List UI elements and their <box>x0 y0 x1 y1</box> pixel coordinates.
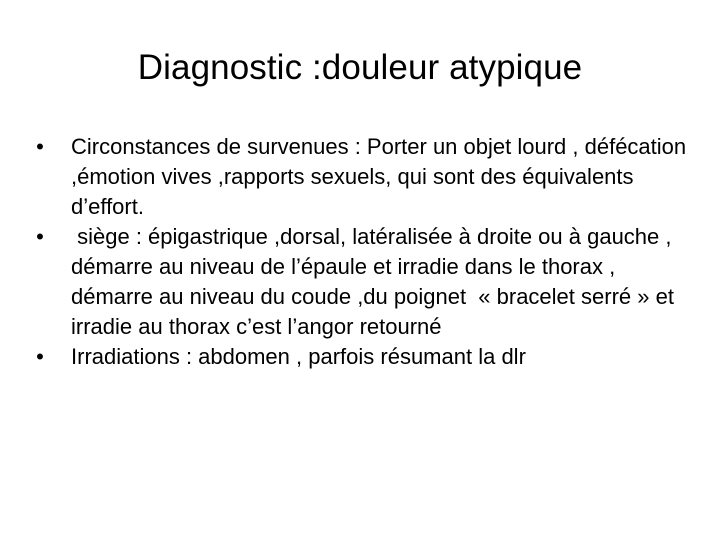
bullet-list <box>36 132 692 372</box>
slide-title: Diagnostic :douleur atypique <box>137 48 583 87</box>
bullet-item-irradiations <box>36 342 692 372</box>
bullet-marker: • <box>36 134 44 159</box>
bullet-marker: • <box>36 224 44 249</box>
bullet-text: Irradiations : abdomen , parfois résumant la dlr <box>71 344 526 369</box>
bullet-item-circonstances <box>36 132 692 222</box>
bullet-text: Circonstances de survenues : Porter un objet lourd , défécation ,émotion vives ,rapports sexuels, qui sont des équivalents d’effort. <box>71 134 687 219</box>
bullet-text: siège : épigastrique ,dorsal, latéralisée à droite ou à gauche , démarre au niveau de l’épaule et irradie dans le thorax , démarre au niveau du coude ,du poignet « bracelet serré » et irradie au thorax c’est l’angor retourné <box>71 224 681 339</box>
bullet-marker: • <box>36 344 44 369</box>
bullet-item-siege <box>36 222 692 342</box>
